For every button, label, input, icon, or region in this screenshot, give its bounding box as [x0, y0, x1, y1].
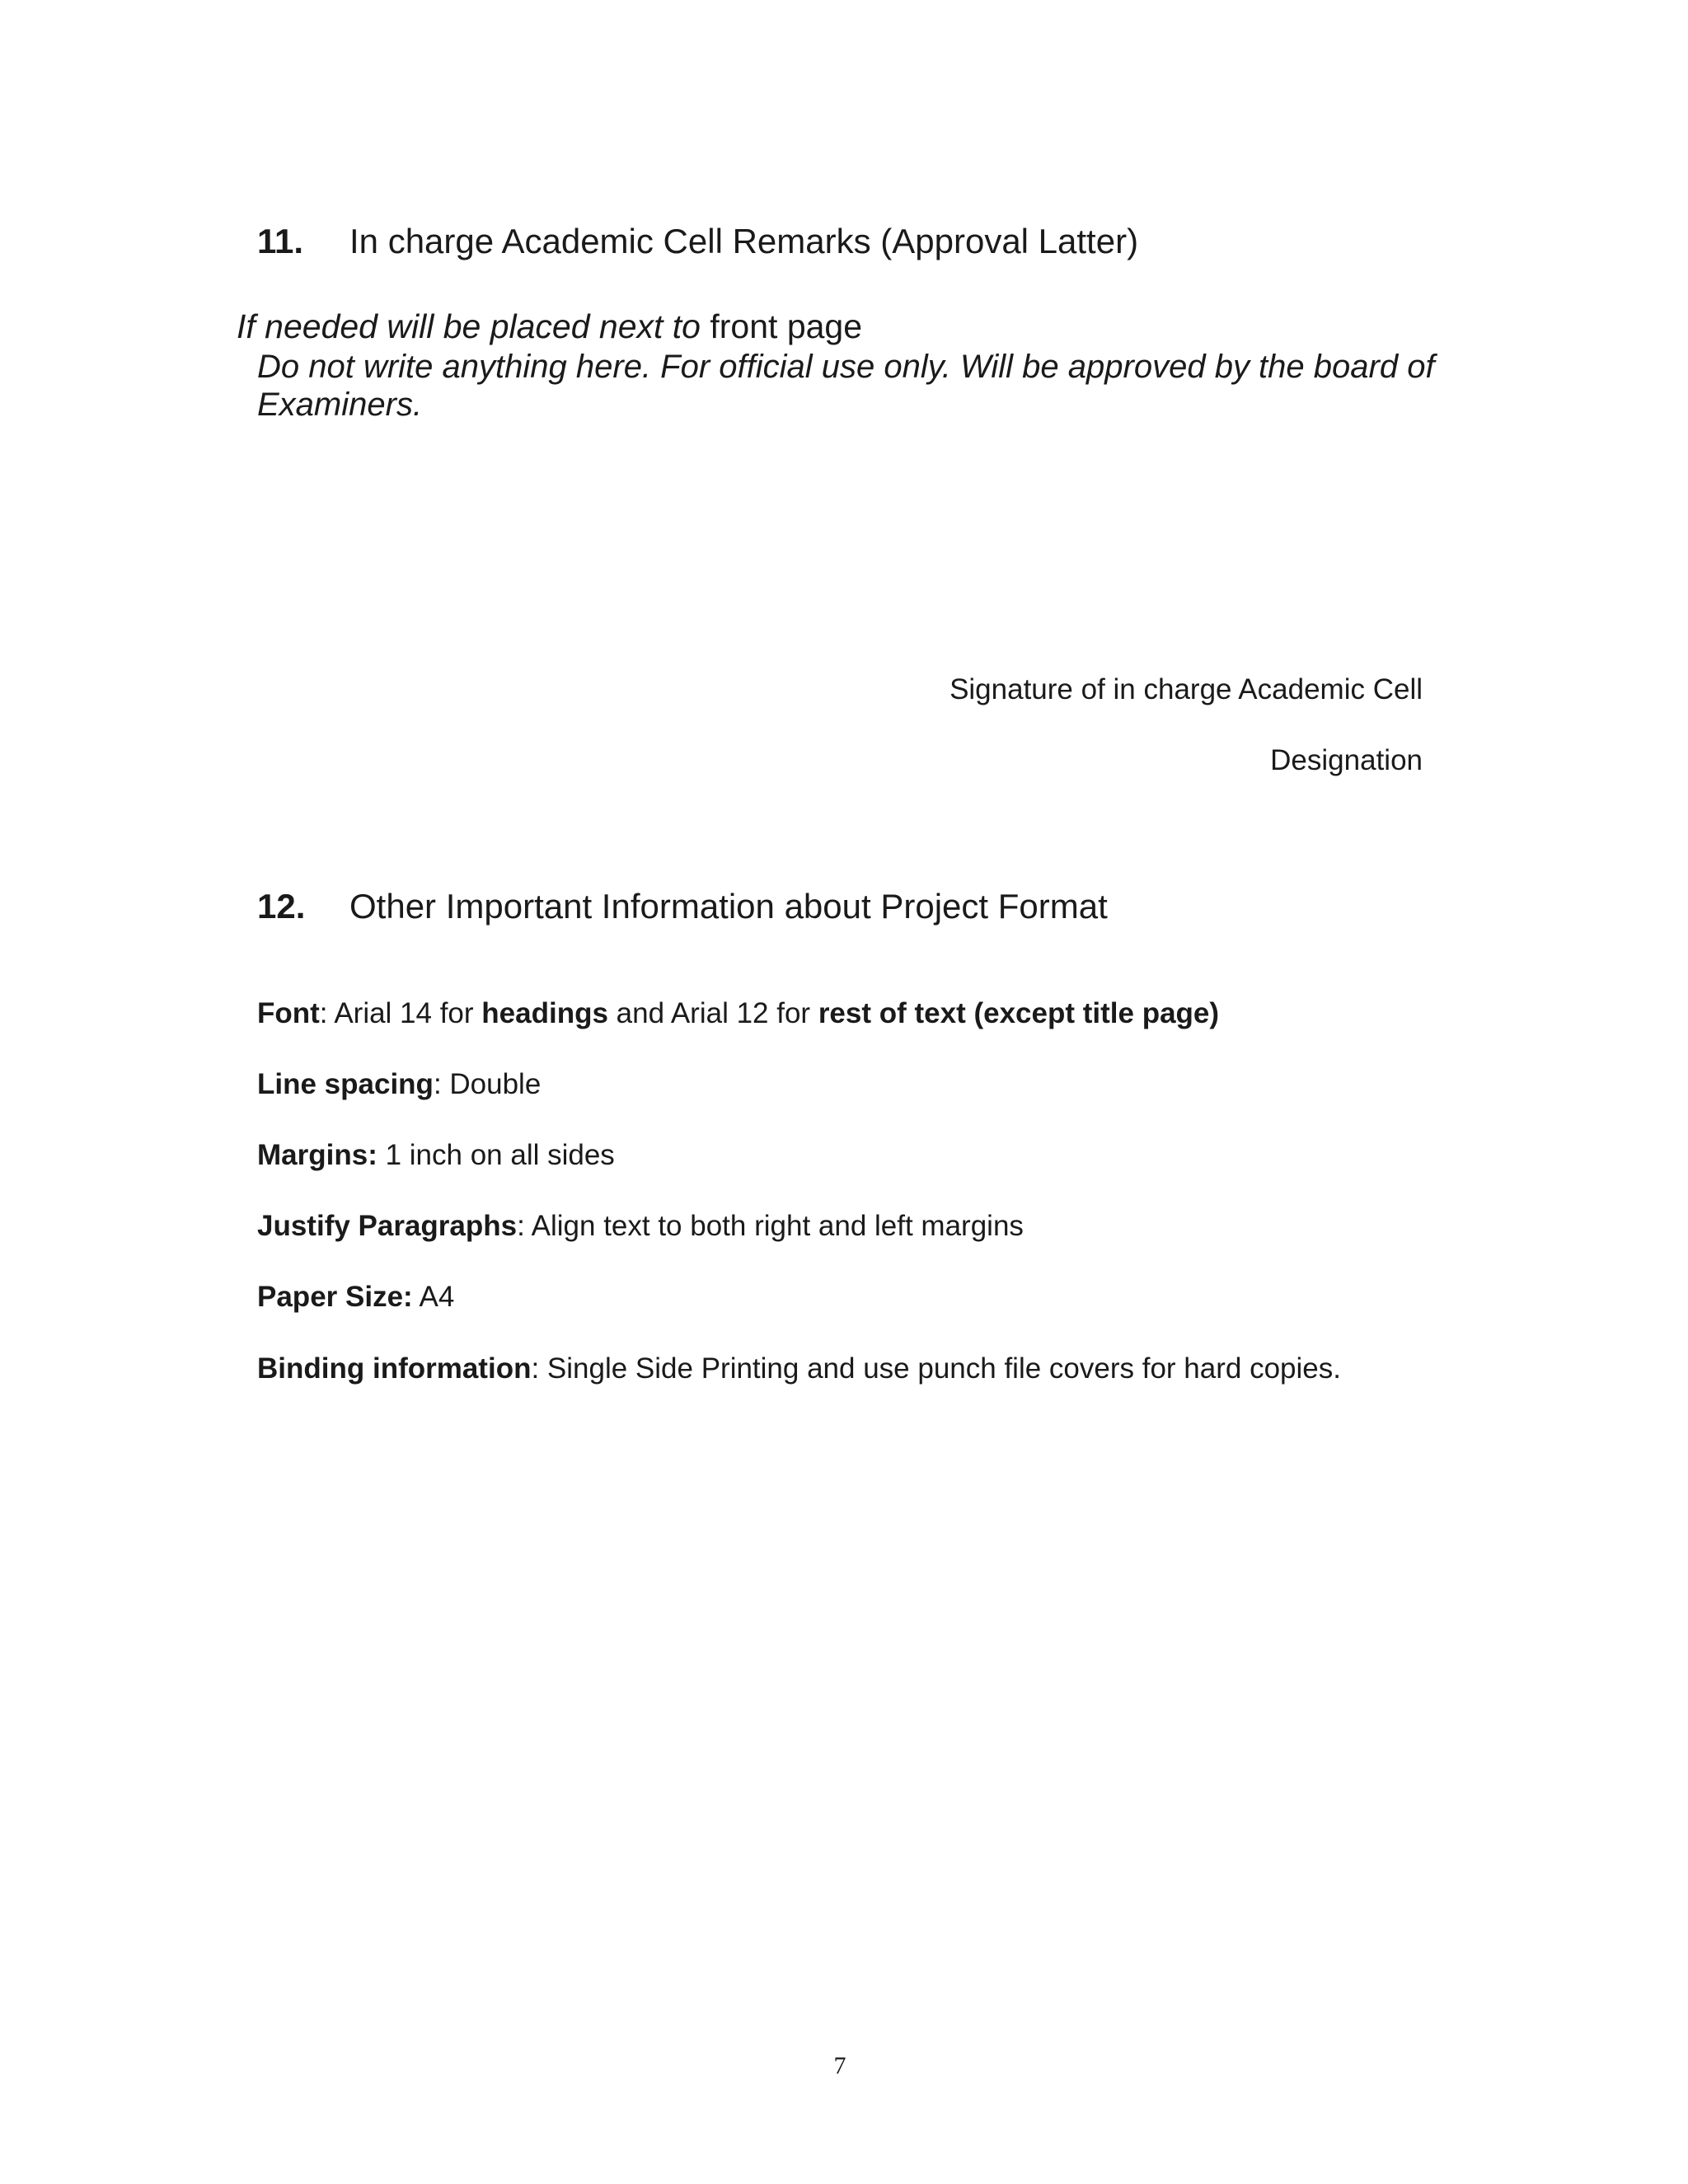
binding-label: Binding information [257, 1352, 532, 1385]
justify-label: Justify Paragraphs [257, 1210, 518, 1242]
placement-note [237, 307, 862, 347]
justify-info [257, 1209, 1024, 1244]
font-info-bold-1: headings [481, 997, 608, 1029]
placement-note-plain: front page [701, 307, 863, 345]
justify-text: : Align text to both right and left margins [517, 1210, 1024, 1242]
font-info-label: Font [257, 997, 320, 1029]
section-12-number: 12. [257, 887, 306, 926]
line-spacing-info [257, 1067, 541, 1102]
section-12-title: Other Important Information about Project Format [349, 887, 1108, 926]
binding-text: : Single Side Printing and use punch file covers for hard copies. [531, 1352, 1341, 1385]
font-info-bold-2: rest of text (except title page) [818, 997, 1220, 1029]
line-spacing-text: : Double [433, 1068, 542, 1100]
designation-label: Designation [1270, 744, 1423, 776]
paper-size-label: Paper Size: [257, 1281, 413, 1313]
line-spacing-label: Line spacing [257, 1068, 434, 1100]
section-11-title: In charge Academic Cell Remarks (Approval Latter) [349, 222, 1139, 260]
paper-size-text: A4 [412, 1281, 455, 1313]
page-number: 7 [833, 2052, 846, 2079]
section-11-number: 11. [257, 222, 304, 260]
placement-note-italic: If needed will be placed next to [237, 307, 701, 345]
font-info [257, 996, 1219, 1031]
font-info-text-1: : Arial 14 for [319, 997, 482, 1029]
font-info-text-2: and Arial 12 for [607, 997, 818, 1029]
section-12-heading [257, 886, 1108, 927]
margins-label: Margins: [257, 1139, 377, 1171]
official-use-instruction: Do not write anything here. For official use only. Will be approved by the board of Examiners. [257, 349, 1435, 423]
section-11-heading [257, 221, 1138, 262]
binding-info [257, 1352, 1341, 1386]
margins-text: 1 inch on all sides [377, 1139, 615, 1171]
signature-label: Signature of in charge Academic Cell [950, 673, 1423, 705]
paper-size-info [257, 1280, 454, 1315]
margins-info [257, 1138, 615, 1173]
